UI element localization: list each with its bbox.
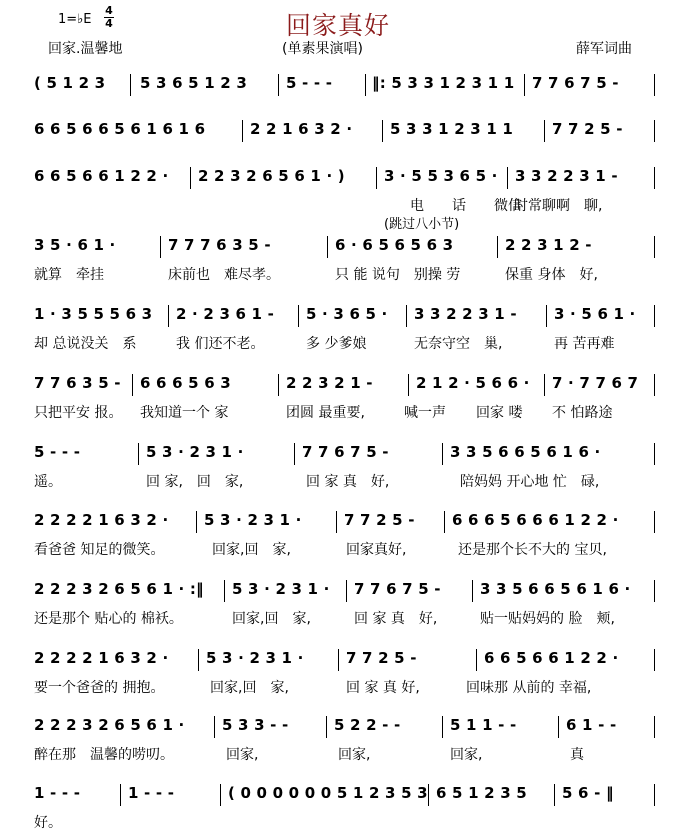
lyric-segment: 要一个爸爸的 拥抱。: [34, 680, 165, 696]
measure-notes: 2 2 2 3 2 6 5 6 1 · :‖: [34, 580, 204, 598]
lyric-segment: 回家,: [450, 747, 483, 763]
lyric-segment: 不 怕路途: [552, 405, 613, 421]
meter-top: 4: [105, 4, 113, 17]
bar-line: [544, 374, 545, 396]
measure-notes: 5 3 · 2 3 1 ·: [146, 443, 244, 461]
key-signature: 1=♭E: [58, 12, 92, 27]
measure-notes: 2 · 2 3 6 1 -: [176, 305, 275, 323]
bar-line: [278, 74, 279, 96]
notation-line: [0, 580, 676, 602]
measure-notes: 3 3 2 2 3 1 -: [414, 305, 517, 323]
bar-line: [654, 74, 655, 96]
lyric-line: [0, 402, 676, 420]
measure-notes: 2 2 3 2 1 -: [286, 374, 373, 392]
bar-line: [298, 305, 299, 327]
bar-line: [544, 120, 545, 142]
lyric-line: [0, 744, 676, 762]
lyric-segment: 陪妈妈 开心地 忙 碌,: [460, 474, 600, 490]
measure-notes: 5 3 3 1 2 3 1 1: [390, 120, 514, 138]
measure-notes: 6 6 6 5 6 3: [140, 374, 231, 392]
notation-line: [0, 120, 676, 142]
tempo-mark: 回家.温馨地: [48, 41, 123, 57]
measure-notes: 5 2 2 - -: [334, 716, 401, 734]
lyric-segment: 时常聊啊 聊,: [514, 198, 603, 214]
lyric-segment: 回味那 从前的 幸福,: [466, 680, 592, 696]
measure-notes: 7 7 6 7 5 -: [354, 580, 441, 598]
measure-notes: 7 7 2 5 -: [344, 511, 415, 529]
bar-line: [476, 649, 477, 671]
bar-line: [382, 120, 383, 142]
lyric-segment: 团圆 最重要,: [286, 405, 365, 421]
measure-notes: 7 7 7 6 3 5 -: [168, 236, 271, 254]
measure-notes: 1 · 3 5 5 5 6 3: [34, 305, 153, 323]
bar-line: [654, 120, 655, 142]
lyric-segment: 回 家 真 好,: [346, 680, 420, 696]
measure-notes: 7 7 6 3 5 -: [34, 374, 121, 392]
bar-line: [654, 305, 655, 327]
bar-line: [224, 580, 225, 602]
measure-notes: 2 2 2 2 1 6 3 2 ·: [34, 511, 169, 529]
bar-line: [120, 784, 121, 806]
lyric-line: [0, 471, 676, 489]
bar-line: [654, 443, 655, 465]
lyric-segment: 只 能 说句 别操 劳: [335, 267, 461, 283]
lyric-segment: 保重 身体 好,: [505, 267, 598, 283]
bar-line: [138, 443, 139, 465]
bar-line: [524, 74, 525, 96]
measure-notes: 3 5 · 6 1 ·: [34, 236, 116, 254]
bar-line: [654, 716, 655, 738]
lyric-segment: 我 们还不老。: [176, 336, 265, 352]
bar-line: [365, 74, 366, 96]
measure-notes: 1 - - -: [34, 784, 81, 802]
lyric-line: [0, 677, 676, 695]
lyric-line: [0, 539, 676, 557]
measure-notes: 2 2 3 2 6 5 6 1 · ): [198, 167, 345, 185]
measure-notes: 5 3 6 5 1 2 3: [140, 74, 247, 92]
bar-line: [444, 511, 445, 533]
notation-line: [0, 374, 676, 396]
lyric-segment: 却 总说没关 系: [34, 336, 137, 352]
notation-line: [0, 305, 676, 327]
measure-notes: 3 · 5 5 3 6 5 ·: [384, 167, 498, 185]
bar-line: [196, 511, 197, 533]
lyric-line: [0, 195, 676, 213]
measure-notes: 2 1 2 · 5 6 6 ·: [416, 374, 530, 392]
bar-line: [497, 236, 498, 258]
lyric-segment: 还是那个 贴心的 棉袄。: [34, 611, 183, 627]
bar-line: [130, 74, 131, 96]
lyric-segment: 回家,回 家,: [210, 680, 289, 696]
lyric-segment: 醉在那 温馨的唠叨。: [34, 747, 174, 763]
lyric-segment: 喊一声: [404, 405, 446, 421]
lyric-segment: 看爸爸 知足的微笑。: [34, 542, 165, 558]
measure-notes: 3 3 5 6 6 5 6 1 6 ·: [450, 443, 601, 461]
measure-notes: 2 2 3 1 2 -: [505, 236, 592, 254]
lyric-segment: 床前也 难尽孝。: [168, 267, 280, 283]
bar-line: [346, 580, 347, 602]
notation-line: [0, 236, 676, 258]
measure-notes: ‖: 5 3 3 1 2 3 1 1: [372, 74, 515, 92]
lyric-segment: 无奈守空 巢,: [414, 336, 503, 352]
measure-notes: 5 · 3 6 5 ·: [306, 305, 388, 323]
bar-line: [406, 305, 407, 327]
measure-notes: 6 5 1 2 3 5: [436, 784, 527, 802]
measure-notes: 5 3 3 - -: [222, 716, 289, 734]
measure-notes: 7 7 2 5 -: [346, 649, 417, 667]
bar-line: [408, 374, 409, 396]
measure-notes: 5 - - -: [286, 74, 333, 92]
bar-line: [278, 374, 279, 396]
notation-line: [0, 649, 676, 671]
lyric-segment: 回家,回 家,: [232, 611, 311, 627]
notation-line: [0, 511, 676, 533]
bar-line: [160, 236, 161, 258]
meter-bottom: 4: [105, 17, 113, 30]
lyric-segment: 多 少爹娘: [306, 336, 367, 352]
bar-line: [428, 784, 429, 806]
measure-notes: 7 7 6 7 5 -: [532, 74, 619, 92]
measure-notes: 6 · 6 5 6 5 6 3: [335, 236, 454, 254]
measure-notes: 5 3 · 2 3 1 ·: [204, 511, 302, 529]
measure-notes: 1 - - -: [128, 784, 175, 802]
bar-line: [554, 784, 555, 806]
lyric-segment: 回家真好,: [346, 542, 407, 558]
bar-line: [336, 511, 337, 533]
bar-line: [654, 649, 655, 671]
notation-line: [0, 716, 676, 738]
lyric-line: [0, 812, 676, 830]
lyric-segment: 回家,回 家,: [212, 542, 291, 558]
lyric-segment: 再 苦再难: [554, 336, 615, 352]
measure-notes: 5 1 1 - -: [450, 716, 517, 734]
lyric-line: [0, 608, 676, 626]
bar-line: [654, 167, 655, 189]
skip-note: (跳过八小节): [384, 217, 460, 232]
measure-notes: 3 3 2 2 3 1 -: [515, 167, 618, 185]
lyric-segment: 遥。: [34, 474, 62, 490]
lyric-segment: 电 话 微信: [410, 198, 522, 214]
bar-line: [132, 374, 133, 396]
bar-line: [168, 305, 169, 327]
lyric-segment: 还是那个长不大的 宝贝,: [458, 542, 607, 558]
measure-notes: 3 · 5 6 1 ·: [554, 305, 636, 323]
lyric-segment: 贴一贴妈妈的 脸 颊,: [480, 611, 615, 627]
measure-notes: 6 1 - -: [566, 716, 617, 734]
lyric-segment: 回家,: [226, 747, 259, 763]
measure-notes: 7 · 7 7 6 7: [552, 374, 639, 392]
measure-notes: 5 3 · 2 3 1 ·: [232, 580, 330, 598]
measure-notes: 5 6 - ‖: [562, 784, 614, 802]
bar-line: [546, 305, 547, 327]
lyric-segment: 回家 喽: [476, 405, 523, 421]
bar-line: [376, 167, 377, 189]
bar-line: [294, 443, 295, 465]
lyric-segment: 真: [570, 747, 584, 763]
bar-line: [242, 120, 243, 142]
lyric-line: [0, 264, 676, 282]
bar-line: [220, 784, 221, 806]
lyric-line: [0, 333, 676, 351]
measure-notes: 2 2 1 6 3 2 ·: [250, 120, 353, 138]
bar-line: [327, 236, 328, 258]
time-signature: [104, 6, 114, 29]
bar-line: [654, 784, 655, 806]
measure-notes: 3 3 5 6 6 5 6 1 6 ·: [480, 580, 631, 598]
lyric-segment: 回 家, 回 家,: [146, 474, 244, 490]
measure-notes: 6 6 6 5 6 6 6 1 2 2 ·: [452, 511, 619, 529]
lyric-segment: 就算 牵挂: [34, 267, 104, 283]
lyric-segment: 回家,: [338, 747, 371, 763]
measure-notes: 2 2 2 3 2 6 5 6 1 ·: [34, 716, 185, 734]
bar-line: [654, 511, 655, 533]
bar-line: [442, 716, 443, 738]
bar-line: [442, 443, 443, 465]
measure-notes: ( 5 1 2 3: [34, 74, 106, 92]
measure-notes: 7 7 6 7 5 -: [302, 443, 389, 461]
notation-line: [0, 167, 676, 189]
notation-line: [0, 784, 676, 806]
measure-notes: 7 7 2 5 -: [552, 120, 623, 138]
notation-line: [0, 74, 676, 96]
lyric-segment: 回 家 真 好,: [306, 474, 390, 490]
bar-line: [558, 716, 559, 738]
bar-line: [214, 716, 215, 738]
song-title: 回家真好: [285, 11, 390, 40]
bar-line: [472, 580, 473, 602]
lyric-segment: 只把平安 报。: [34, 405, 123, 421]
measure-notes: 6 6 5 6 6 1 2 2 ·: [34, 167, 169, 185]
bar-line: [338, 649, 339, 671]
credits: 薛军词曲: [576, 41, 632, 57]
bar-line: [198, 649, 199, 671]
measure-notes: 5 3 · 2 3 1 ·: [206, 649, 304, 667]
bar-line: [326, 716, 327, 738]
bar-line: [654, 374, 655, 396]
lyric-segment: 好。: [34, 815, 62, 831]
singer: (单素果演唱): [282, 41, 363, 57]
lyric-segment: 回 家 真 好,: [354, 611, 438, 627]
lyric-segment: 我知道一个 家: [140, 405, 229, 421]
bar-line: [654, 580, 655, 602]
bar-line: [190, 167, 191, 189]
measure-notes: ( 0 0 0 0 0 0 5 1 2 3 5 3: [228, 784, 428, 802]
measure-notes: 6 6 5 6 6 1 2 2 ·: [484, 649, 619, 667]
bar-line: [507, 167, 508, 189]
bar-line: [654, 236, 655, 258]
measure-notes: 2 2 2 2 1 6 3 2 ·: [34, 649, 169, 667]
measure-notes: 5 - - -: [34, 443, 81, 461]
measure-notes: 6 6 5 6 6 5 6 1 6 1 6: [34, 120, 206, 138]
notation-line: [0, 443, 676, 465]
